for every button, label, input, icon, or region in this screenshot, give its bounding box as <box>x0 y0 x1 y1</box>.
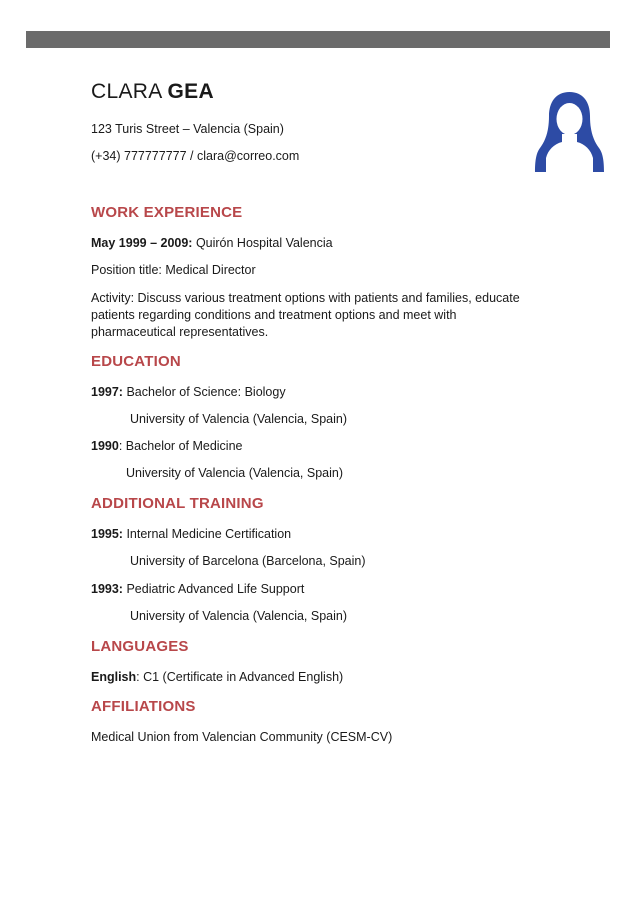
language-level: : C1 (Certificate in Advanced English) <box>136 670 344 684</box>
first-name: CLARA <box>91 80 162 103</box>
training-title: Internal Medicine Certification <box>122 527 292 541</box>
candidate-name <box>91 80 214 104</box>
work-entry <box>91 235 333 252</box>
education-year: 1997: <box>91 385 123 399</box>
training-place: University of Barcelona (Barcelona, Spain) <box>130 554 366 568</box>
additional-training-heading: ADDITIONAL TRAINING <box>91 495 264 512</box>
training-title: Pediatric Advanced Life Support <box>122 582 305 596</box>
education-year: 1990 <box>91 439 119 453</box>
languages-heading: LANGUAGES <box>91 638 189 655</box>
education-heading: EDUCATION <box>91 353 181 370</box>
training-year: 1995: <box>91 527 123 541</box>
education-title: Bachelor of Science: Biology <box>122 385 286 399</box>
header-bar <box>26 31 610 48</box>
avatar-silhouette-icon <box>534 86 605 172</box>
work-period: May 1999 – 2009: <box>91 236 193 250</box>
language-name: English <box>91 670 137 684</box>
education-title: : Bachelor of Medicine <box>118 439 243 453</box>
education-item <box>91 438 243 455</box>
work-activity: Activity: Discuss various treatment options with patients and families, educate patients regarding conditions and treatment options and meet with pharmaceutical representatives. <box>91 291 520 339</box>
education-place: University of Valencia (Valencia, Spain) <box>126 466 343 480</box>
work-experience-heading: WORK EXPERIENCE <box>91 204 243 221</box>
address: 123 Turis Street – Valencia (Spain) <box>91 122 284 136</box>
work-position: Position title: Medical Director <box>91 263 256 277</box>
language-item <box>91 669 343 686</box>
affiliation-item: Medical Union from Valencian Community (CESM-CV) <box>91 730 393 744</box>
education-item <box>91 384 286 401</box>
education-place: University of Valencia (Valencia, Spain) <box>130 412 347 426</box>
training-item <box>91 581 304 598</box>
last-name: GEA <box>167 80 214 103</box>
contact-info: (+34) 777777777 / clara@correo.com <box>91 149 300 163</box>
training-place: University of Valencia (Valencia, Spain) <box>130 609 347 623</box>
training-item <box>91 526 291 543</box>
training-year: 1993: <box>91 582 123 596</box>
affiliations-heading: AFFILIATIONS <box>91 698 196 715</box>
work-employer: Quirón Hospital Valencia <box>192 236 333 250</box>
